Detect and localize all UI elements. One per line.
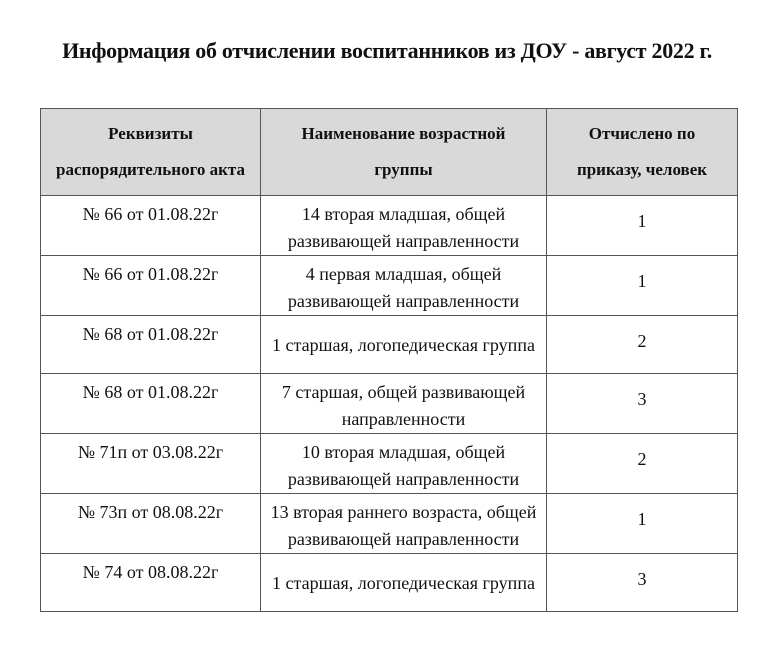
page-title: Информация об отчислении воспитанников из ДОУ - август 2022 г. xyxy=(62,38,712,63)
header-act-line-2: распорядительного акта xyxy=(56,160,245,179)
header-row xyxy=(41,109,738,196)
count-cell xyxy=(547,316,738,374)
group-cell xyxy=(261,434,547,494)
table-header xyxy=(41,109,738,196)
table-body xyxy=(41,196,738,612)
count-text: 1 xyxy=(637,211,647,231)
group-cell xyxy=(261,256,547,316)
count-text: 1 xyxy=(637,509,647,529)
header-group-line-1: Наименование возрастной xyxy=(301,124,506,143)
count-cell xyxy=(547,494,738,554)
header-group-line-2: группы xyxy=(374,160,433,179)
act-text: № 66 от 01.08.22г xyxy=(82,204,219,224)
act-cell xyxy=(41,196,261,256)
group-text: 14 вторая младшая, общей развивающей направленности xyxy=(287,204,520,251)
count-text: 3 xyxy=(637,569,647,589)
header-group xyxy=(261,109,547,196)
count-cell xyxy=(547,256,738,316)
count-text: 2 xyxy=(637,331,647,351)
act-cell xyxy=(41,316,261,374)
act-text: № 74 от 08.08.22г xyxy=(82,562,219,582)
group-cell xyxy=(261,554,547,612)
group-text: 1 старшая, логопедическая группа xyxy=(272,573,535,593)
count-text: 1 xyxy=(637,271,647,291)
group-cell xyxy=(261,196,547,256)
header-count-line-1: Отчислено по xyxy=(588,124,696,143)
count-cell xyxy=(547,554,738,612)
table-row xyxy=(41,494,738,554)
group-cell xyxy=(261,494,547,554)
act-cell xyxy=(41,494,261,554)
count-text: 2 xyxy=(637,449,647,469)
group-text: 10 вторая младшая, общей развивающей направленности xyxy=(287,442,520,489)
table-row xyxy=(41,374,738,434)
header-act-line-1: Реквизиты xyxy=(108,124,193,143)
act-cell xyxy=(41,434,261,494)
act-cell xyxy=(41,256,261,316)
header-count-line-2: приказу, человек xyxy=(576,160,708,179)
group-cell xyxy=(261,316,547,374)
count-cell xyxy=(547,196,738,256)
count-cell xyxy=(547,434,738,494)
group-cell xyxy=(261,374,547,434)
act-text: № 68 от 01.08.22г xyxy=(82,382,219,402)
act-text: № 73п от 08.08.22г xyxy=(77,502,224,522)
act-text: № 71п от 03.08.22г xyxy=(77,442,224,462)
count-cell xyxy=(547,374,738,434)
count-text: 3 xyxy=(637,389,647,409)
table-row xyxy=(41,256,738,316)
group-text: 7 старшая, общей развивающей направленности xyxy=(281,382,526,429)
group-text: 13 вторая раннего возраста, общей развивающей направленности xyxy=(270,502,537,549)
act-text: № 66 от 01.08.22г xyxy=(82,264,219,284)
act-text: № 68 от 01.08.22г xyxy=(82,324,219,344)
header-act xyxy=(41,109,261,196)
table-row xyxy=(41,554,738,612)
act-cell xyxy=(41,554,261,612)
table-row xyxy=(41,316,738,374)
expulsion-table xyxy=(40,108,738,612)
group-text: 4 первая младшая, общей развивающей направленности xyxy=(287,264,520,311)
table-row xyxy=(41,434,738,494)
act-cell xyxy=(41,374,261,434)
group-text: 1 старшая, логопедическая группа xyxy=(272,335,535,355)
header-count xyxy=(547,109,738,196)
table-row xyxy=(41,196,738,256)
